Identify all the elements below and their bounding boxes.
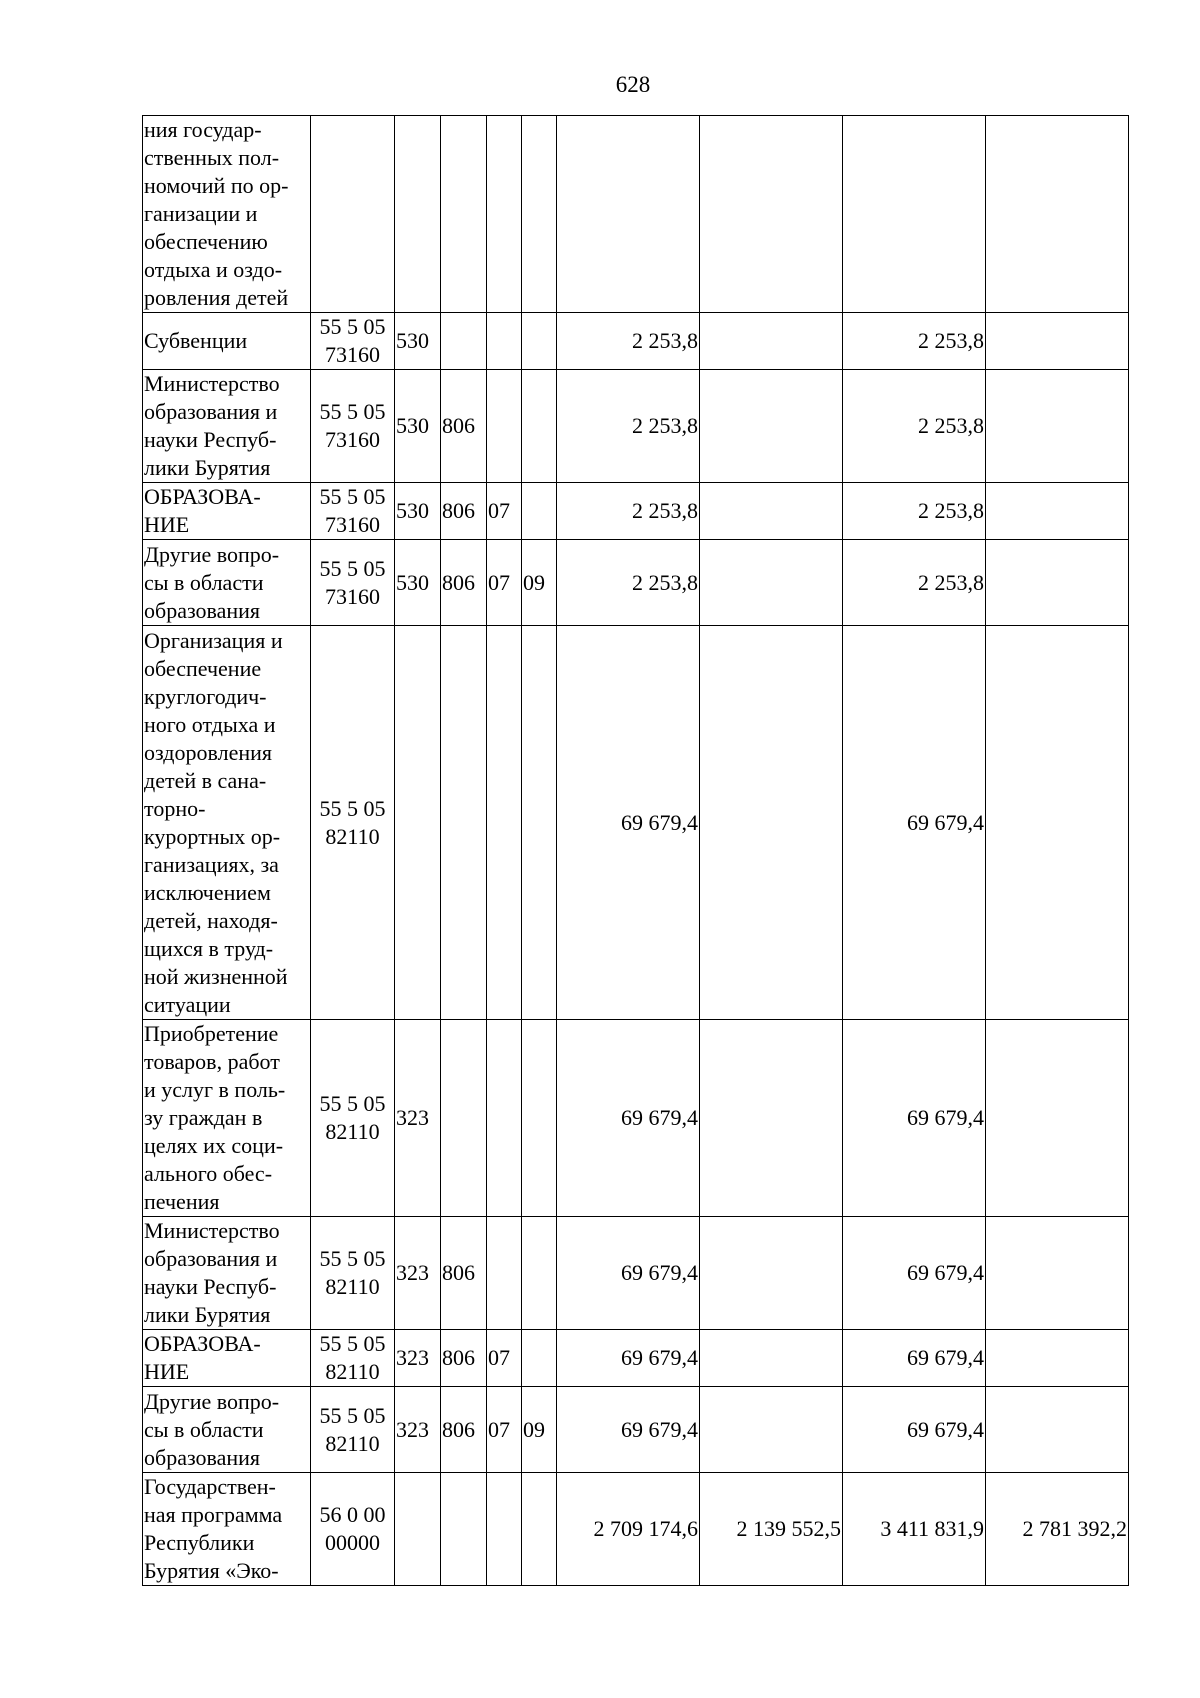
row-value-2 [700,370,843,483]
row-vr: 530 [395,370,441,483]
budget-table [142,115,1129,1586]
row-value-3: 3 411 831,9 [843,1473,986,1586]
row-value-3: 69 679,4 [843,626,986,1020]
row-code: 55 5 05 82110 [311,626,395,1020]
row-vr: 323 [395,1217,441,1330]
row-vr [395,626,441,1020]
row-vr: 530 [395,483,441,540]
row-rz [487,626,522,1020]
row-value-4 [986,483,1129,540]
row-value-3: 69 679,4 [843,1387,986,1473]
row-value-4 [986,540,1129,626]
row-value-1: 2 253,8 [557,540,700,626]
row-value-1: 2 253,8 [557,483,700,540]
row-value-4 [986,1387,1129,1473]
row-value-4 [986,626,1129,1020]
row-code: 55 5 05 73160 [311,370,395,483]
row-grbs: 806 [441,370,487,483]
row-value-2 [700,1330,843,1387]
row-grbs [441,313,487,370]
row-name: ОБРАЗОВА- НИЕ [143,1330,311,1387]
row-rz [487,370,522,483]
row-value-4 [986,1020,1129,1217]
row-value-1: 2 709 174,6 [557,1473,700,1586]
row-vr: 530 [395,540,441,626]
row-pr: 09 [522,1387,557,1473]
row-name: Министерство образования и науки Респуб- лики Бурятия [143,1217,311,1330]
row-value-1: 69 679,4 [557,1387,700,1473]
row-name: Организация и обеспечение круглогодич- ного отдыха и оздоровления детей в сана- торно- курортных ор- ганизациях, за исключением детей, находя- щихся в труд- ной жизненной ситуации [143,626,311,1020]
row-value-2: 2 139 552,5 [700,1473,843,1586]
row-rz: 07 [487,1330,522,1387]
row-value-3 [843,116,986,313]
row-rz [487,1020,522,1217]
table-row [143,370,1129,483]
row-value-4 [986,1217,1129,1330]
table-row [143,1217,1129,1330]
row-value-2 [700,626,843,1020]
table-row [143,626,1129,1020]
row-code: 56 0 00 00000 [311,1473,395,1586]
row-pr [522,1473,557,1586]
row-value-2 [700,1020,843,1217]
row-name: Приобретение товаров, работ и услуг в поль- зу граждан в целях их соци- ального обес- печения [143,1020,311,1217]
row-vr: 323 [395,1387,441,1473]
row-vr: 323 [395,1020,441,1217]
row-vr [395,116,441,313]
row-name: Государствен- ная программа Республики Бурятия «Эко- [143,1473,311,1586]
row-pr [522,1020,557,1217]
row-value-1: 69 679,4 [557,1020,700,1217]
row-grbs [441,626,487,1020]
row-grbs: 806 [441,483,487,540]
table-row [143,313,1129,370]
row-code: 55 5 05 82110 [311,1387,395,1473]
row-value-4 [986,370,1129,483]
row-value-1: 69 679,4 [557,1217,700,1330]
row-pr [522,1330,557,1387]
row-value-1: 2 253,8 [557,370,700,483]
row-name: ОБРАЗОВА- НИЕ [143,483,311,540]
row-value-4 [986,313,1129,370]
row-rz [487,1217,522,1330]
row-pr [522,116,557,313]
row-value-2 [700,116,843,313]
row-value-2 [700,1387,843,1473]
table-row [143,1020,1129,1217]
row-value-2 [700,483,843,540]
row-name: Министерство образования и науки Респуб- лики Бурятия [143,370,311,483]
row-vr: 323 [395,1330,441,1387]
row-name: Другие вопро- сы в области образования [143,1387,311,1473]
table-row [143,540,1129,626]
row-value-1: 2 253,8 [557,313,700,370]
row-value-1: 69 679,4 [557,1330,700,1387]
row-code: 55 5 05 82110 [311,1330,395,1387]
row-code [311,116,395,313]
row-value-4: 2 781 392,2 [986,1473,1129,1586]
row-value-1 [557,116,700,313]
row-code: 55 5 05 73160 [311,313,395,370]
table-row [143,483,1129,540]
row-code: 55 5 05 82110 [311,1020,395,1217]
row-value-2 [700,1217,843,1330]
row-grbs [441,1473,487,1586]
row-value-3: 2 253,8 [843,313,986,370]
table-row [143,1473,1129,1586]
row-value-3: 2 253,8 [843,370,986,483]
row-value-4 [986,1330,1129,1387]
row-value-3: 69 679,4 [843,1330,986,1387]
row-grbs: 806 [441,540,487,626]
row-name: Субвенции [143,313,311,370]
row-value-1: 69 679,4 [557,626,700,1020]
row-code: 55 5 05 82110 [311,1217,395,1330]
row-value-4 [986,116,1129,313]
row-value-2 [700,313,843,370]
row-rz [487,313,522,370]
row-rz [487,116,522,313]
row-rz: 07 [487,540,522,626]
row-pr [522,626,557,1020]
row-grbs: 806 [441,1387,487,1473]
table-row [143,116,1129,313]
row-value-3: 69 679,4 [843,1217,986,1330]
row-grbs [441,1020,487,1217]
row-value-3: 2 253,8 [843,540,986,626]
row-rz: 07 [487,483,522,540]
table-row [143,1387,1129,1473]
row-code: 55 5 05 73160 [311,483,395,540]
row-pr [522,370,557,483]
row-pr [522,1217,557,1330]
row-vr [395,1473,441,1586]
row-value-2 [700,540,843,626]
page-number: 628 [615,72,651,97]
row-grbs: 806 [441,1217,487,1330]
row-grbs [441,116,487,313]
row-value-3: 69 679,4 [843,1020,986,1217]
row-name: Другие вопро- сы в области образования [143,540,311,626]
row-rz [487,1473,522,1586]
row-grbs: 806 [441,1330,487,1387]
table-row [143,1330,1129,1387]
row-name: ния государ- ственных пол- номочий по ор- ганизации и обеспечению отдыха и оздо- ровления детей [143,116,311,313]
row-value-3: 2 253,8 [843,483,986,540]
row-vr: 530 [395,313,441,370]
row-pr [522,483,557,540]
row-pr: 09 [522,540,557,626]
row-rz: 07 [487,1387,522,1473]
row-code: 55 5 05 73160 [311,540,395,626]
row-pr [522,313,557,370]
